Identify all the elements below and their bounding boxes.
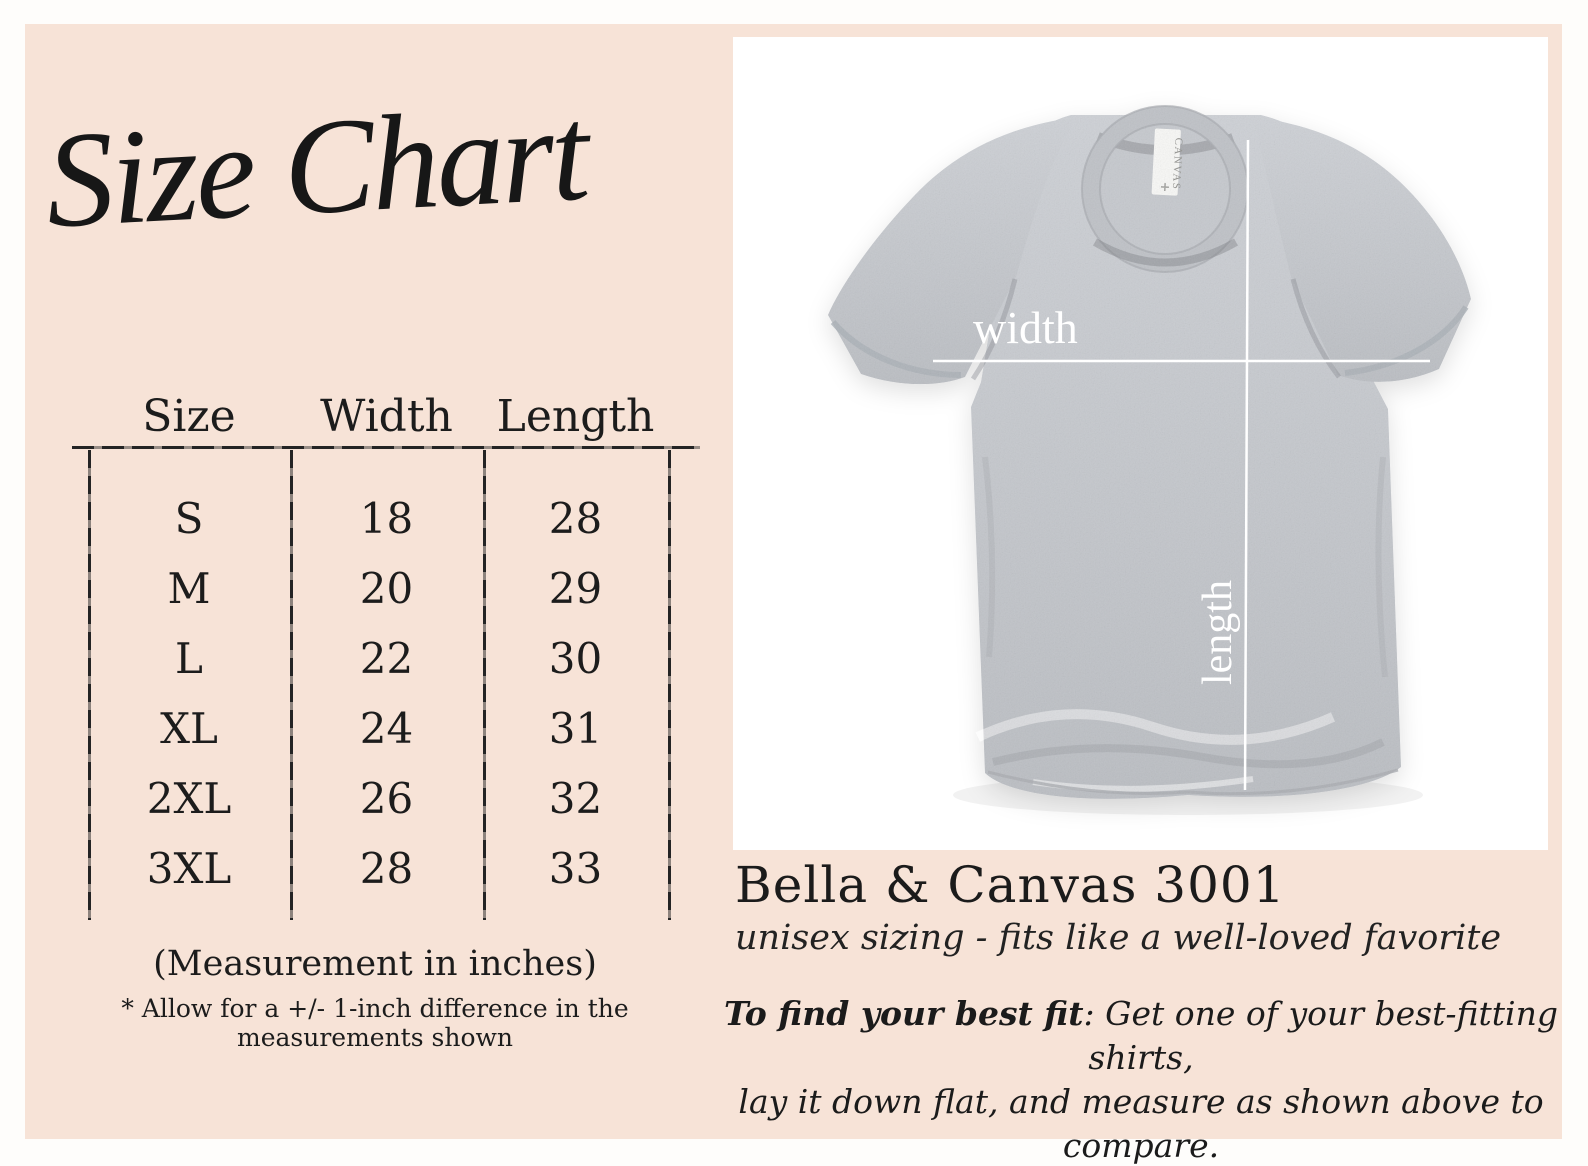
width-cell: 20 [359, 564, 414, 613]
fit-instructions-lead: To find your best fit [724, 994, 1084, 1033]
fit-instructions [705, 992, 1577, 1166]
length-cell: 31 [548, 704, 603, 753]
length-cell: 29 [548, 564, 603, 613]
product-name: Bella & Canvas 3001 [735, 856, 1286, 914]
table-vertical-rule [668, 450, 671, 920]
table-header-rule [72, 446, 700, 449]
fit-instructions-line2: lay it down flat, and measure as shown above to compare. [738, 1082, 1544, 1165]
table-row [88, 834, 668, 904]
size-cell: 2XL [146, 774, 232, 823]
width-cell: 18 [359, 494, 414, 543]
table-header-row [88, 388, 668, 446]
tshirt-photo [733, 37, 1548, 850]
fit-instructions-line1: : Get one of your best-fitting shirts, [1083, 994, 1558, 1077]
unit-note: (Measurement in inches) [153, 944, 597, 984]
width-label: width [973, 302, 1078, 353]
tshirt-graphic [733, 37, 1548, 850]
table-row [88, 764, 668, 834]
heather-texture [733, 37, 1548, 850]
width-cell: 28 [359, 844, 414, 893]
header-size: Size [142, 391, 236, 442]
table-body [88, 484, 668, 904]
size-table [72, 388, 700, 928]
table-row [88, 694, 668, 764]
neck-tag-label: CANVAS [1169, 137, 1185, 191]
table-row [88, 484, 668, 554]
tshirt-shape [733, 37, 1548, 850]
width-cell: 24 [359, 704, 414, 753]
size-cell: XL [160, 704, 218, 753]
size-cell: M [167, 564, 211, 613]
size-cell: L [175, 634, 203, 683]
length-cell: 28 [548, 494, 603, 543]
width-cell: 22 [359, 634, 414, 683]
table-row [88, 554, 668, 624]
length-cell: 33 [548, 844, 603, 893]
product-tagline: unisex sizing - fits like a well-loved favorite [735, 918, 1502, 958]
length-cell: 32 [548, 774, 603, 823]
length-cell: 30 [548, 634, 603, 683]
width-cell: 26 [359, 774, 414, 823]
header-width: Width [320, 391, 453, 442]
size-cell: S [174, 494, 204, 543]
header-length: Length [496, 391, 655, 442]
length-label: length [1195, 580, 1241, 685]
tolerance-disclaimer: * Allow for a +/- 1-inch difference in the measurements shown [121, 994, 629, 1052]
table-row [88, 624, 668, 694]
size-cell: 3XL [146, 844, 232, 893]
page-title: Size Chart [42, 78, 590, 257]
